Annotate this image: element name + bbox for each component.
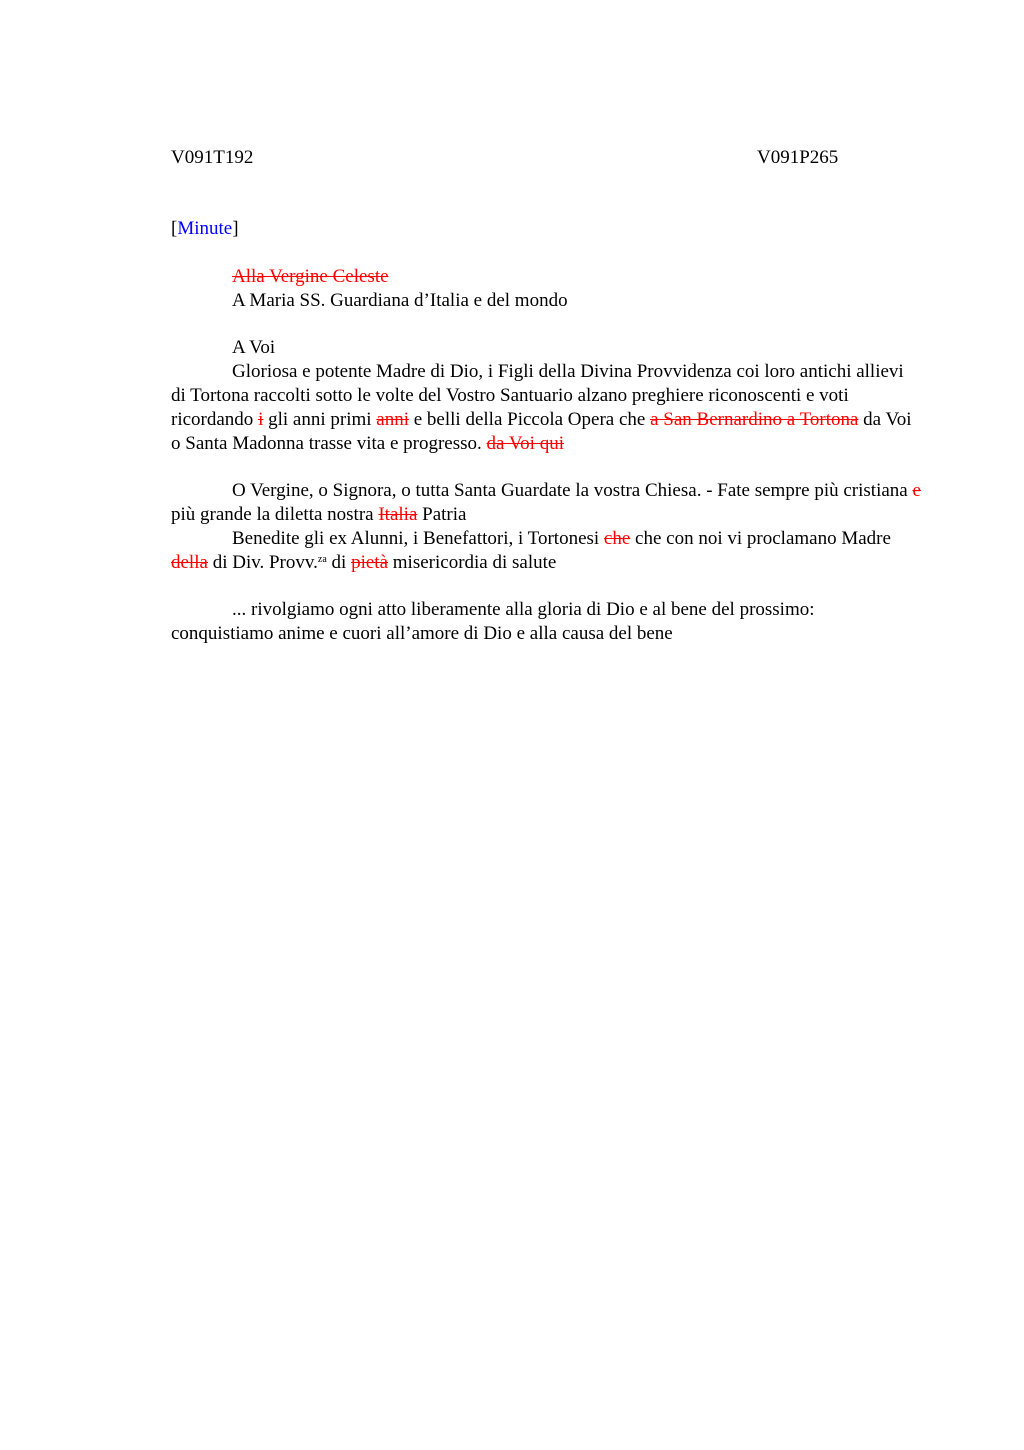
section-label: [171, 218, 239, 240]
document-title: A Maria SS. Guardiana d’Italia e del mondo: [232, 290, 568, 311]
deleted-text: anni: [376, 409, 409, 430]
document-body: [171, 265, 921, 646]
deleted-text: pietà: [351, 552, 389, 573]
minute-link[interactable]: Minute: [177, 218, 233, 239]
paragraph-1: Gloriosa e potente Madre di Dio, i Figli della Divina Provvidenza coi loro antichi allievi di Tortona raccolti sotto le volte del Vostro Santuario alzano preghiere riconoscenti e voti ricordando i gli anni primi anni e belli della Piccola Opera che a San Bernardino a Tortona da Voi o Santa Madonna trasse vita e progresso. da Voi qui: [171, 361, 912, 454]
deleted-text: da Voi qui: [486, 433, 564, 454]
superscript-abbrev: za: [317, 554, 327, 565]
deleted-text: i: [258, 409, 264, 430]
close-bracket: ]: [232, 218, 239, 239]
paragraph-4: ... rivolgiamo ogni atto liberamente alla gloria di Dio e al bene del prossimo: conquistiamo anime e cuori all’amore di Dio e alla causa del bene: [171, 599, 815, 644]
deleted-text: a San Bernardino a Tortona: [650, 409, 859, 430]
deleted-text: Alla Vergine Celeste: [232, 266, 389, 287]
page-code-right: V091P265: [757, 147, 839, 168]
deleted-text: e: [912, 480, 921, 501]
paragraph-3: Benedite gli ex Alunni, i Benefattori, i Tortonesi che che con noi vi proclamano Madre della di Div. Provv.$^{za}$ di pietà misericordia di salute: [171, 528, 891, 573]
deleted-text: della: [171, 552, 208, 573]
deleted-text: Italia: [378, 504, 418, 525]
volume-code-left: V091T192: [171, 147, 254, 168]
opening-words: A Voi: [232, 337, 276, 358]
struck-title: [171, 265, 921, 289]
deleted-text: che: [603, 528, 631, 549]
open-bracket: [: [171, 218, 178, 239]
paragraph-2: O Vergine, o Signora, o tutta Santa Guardate la vostra Chiesa. - Fate sempre più cristiana e più grande la diletta nostra Italia Patria: [171, 480, 921, 525]
